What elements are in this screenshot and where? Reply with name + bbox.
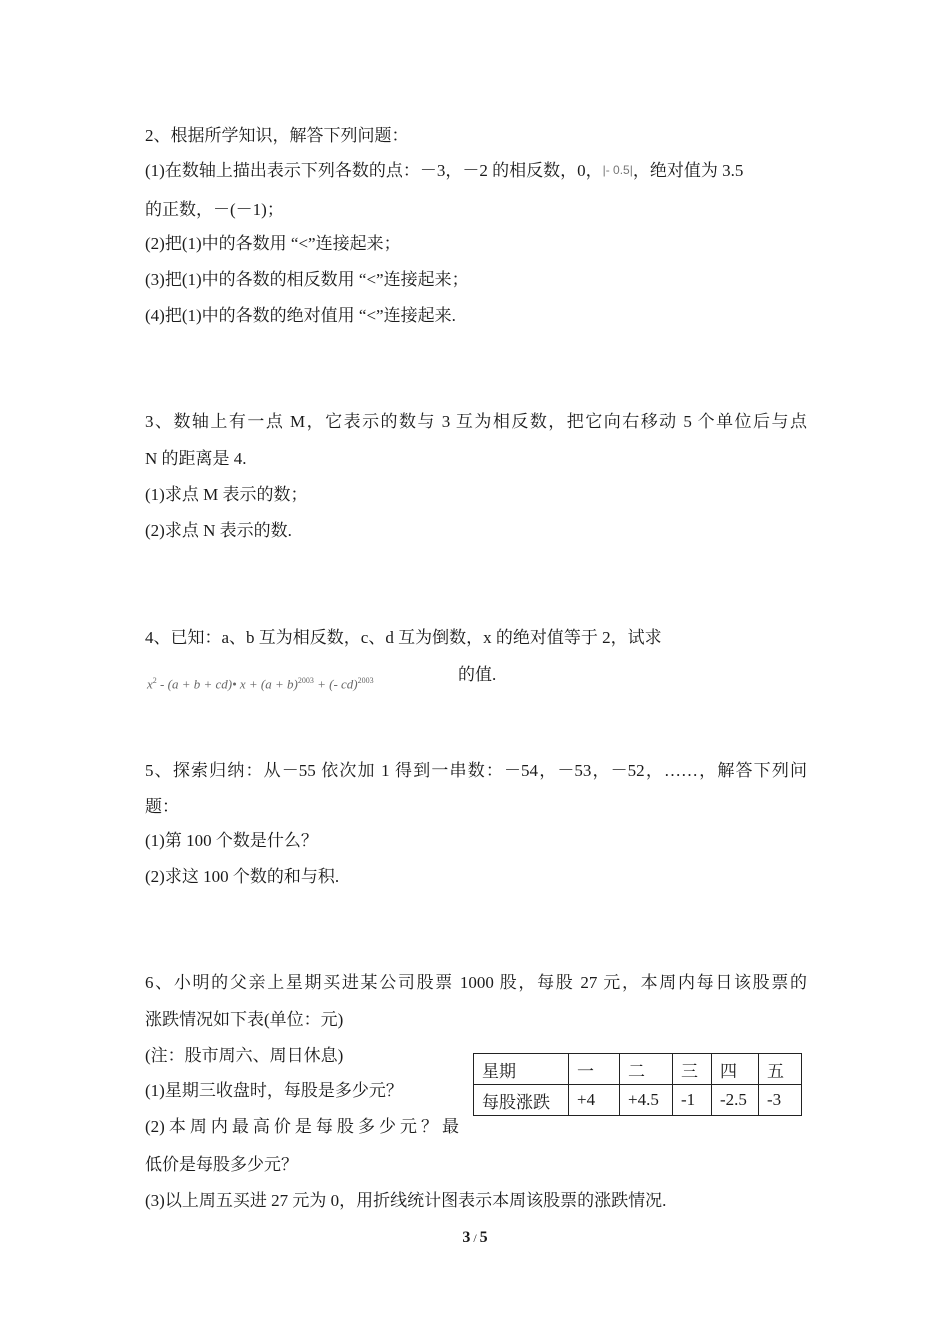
table-cell: 星期 xyxy=(474,1054,569,1085)
q6-note: (注：股市周六、周日休息) xyxy=(145,1046,344,1065)
page-separator: / xyxy=(470,1231,480,1245)
q3-part1: (1)求点 M 表示的数； xyxy=(145,485,308,504)
q2-part1-text-after: ，绝对值为 3.5 xyxy=(632,161,744,180)
current-page: 3 xyxy=(462,1229,471,1246)
q6-part1: (1)星期三收盘时，每股是多少元？ xyxy=(145,1081,403,1100)
q5-title: 5、探索归纳：从－55 依次加 1 得到一串数：－54，－53，－52，……，解答下列问 xyxy=(145,761,807,780)
table-cell: 一 xyxy=(569,1054,620,1085)
q3-title-cont: N 的距离是 4. xyxy=(145,449,247,468)
q6-part2-cont: 低价是每股多少元？ xyxy=(145,1155,298,1174)
q6-title: 6、小明的父亲上星期买进某公司股票 1000 股，每股 27 元，本周内每日该股票的 xyxy=(145,973,807,992)
q4-title: 4、已知：a、b 互为相反数，c、d 互为倒数，x 的绝对值等于 2，试求 xyxy=(145,628,662,647)
q6-title-cont: 涨跌情况如下表(单位：元) xyxy=(145,1010,344,1029)
table-header-row xyxy=(474,1054,802,1085)
q5-title-cont: 题： xyxy=(145,797,179,816)
q2-part1-text: (1)在数轴上描出表示下列各数的点：－3，－2 的相反数，0， xyxy=(145,161,603,180)
q5-part2: (2)求这 100 个数的和与积. xyxy=(145,867,340,886)
q2-part1-cont: 的正数，－(－1)； xyxy=(145,200,284,219)
q6-part3: (3)以上周五买进 27 元为 0，用折线统计图表示本周该股票的涨跌情况. xyxy=(145,1191,667,1210)
q2-part1 xyxy=(145,159,743,182)
q2-part3: (3)把(1)中的各数的相反数用 “<”连接起来； xyxy=(145,270,469,289)
table-cell: 四 xyxy=(712,1054,759,1085)
q4-formula: $x^2 - (a + b$ + cd)• $x + (a + b)^{2003}$ + (- cd)$^{2003}$ xyxy=(147,676,374,692)
table-cell: 二 xyxy=(620,1054,673,1085)
table-cell: -1 xyxy=(673,1085,712,1116)
stock-change-table xyxy=(473,1053,802,1116)
table-cell: 每股涨跌 xyxy=(474,1085,569,1116)
q6-part2: (2)本周内最高价是每股多少元？最 xyxy=(145,1117,459,1136)
page-number xyxy=(0,1229,950,1247)
q3-part2: (2)求点 N 表示的数. xyxy=(145,521,292,540)
table-cell: 三 xyxy=(673,1054,712,1085)
table-cell: -3 xyxy=(759,1085,802,1116)
table-cell: 五 xyxy=(759,1054,802,1085)
table-cell: +4.5 xyxy=(620,1085,673,1116)
q3-title: 3、数轴上有一点 M，它表示的数与 3 互为相反数，把它向右移动 5 个单位后与点 xyxy=(145,412,807,431)
q2-title: 2、根据所学知识，解答下列问题： xyxy=(145,126,409,145)
q2-part4: (4)把(1)中的各数的绝对值用 “<”连接起来. xyxy=(145,306,456,325)
q2-part2: (2)把(1)中的各数用 “<”连接起来； xyxy=(145,234,401,253)
table-cell: -2.5 xyxy=(712,1085,759,1116)
abs-value-expression: |- 0.5| xyxy=(602,163,633,177)
total-pages: 5 xyxy=(479,1229,488,1246)
table-row xyxy=(474,1085,802,1116)
table-cell: +4 xyxy=(569,1085,620,1116)
q5-part1: (1)第 100 个数是什么？ xyxy=(145,831,318,850)
q4-formula-tail: 的值. xyxy=(458,665,497,684)
